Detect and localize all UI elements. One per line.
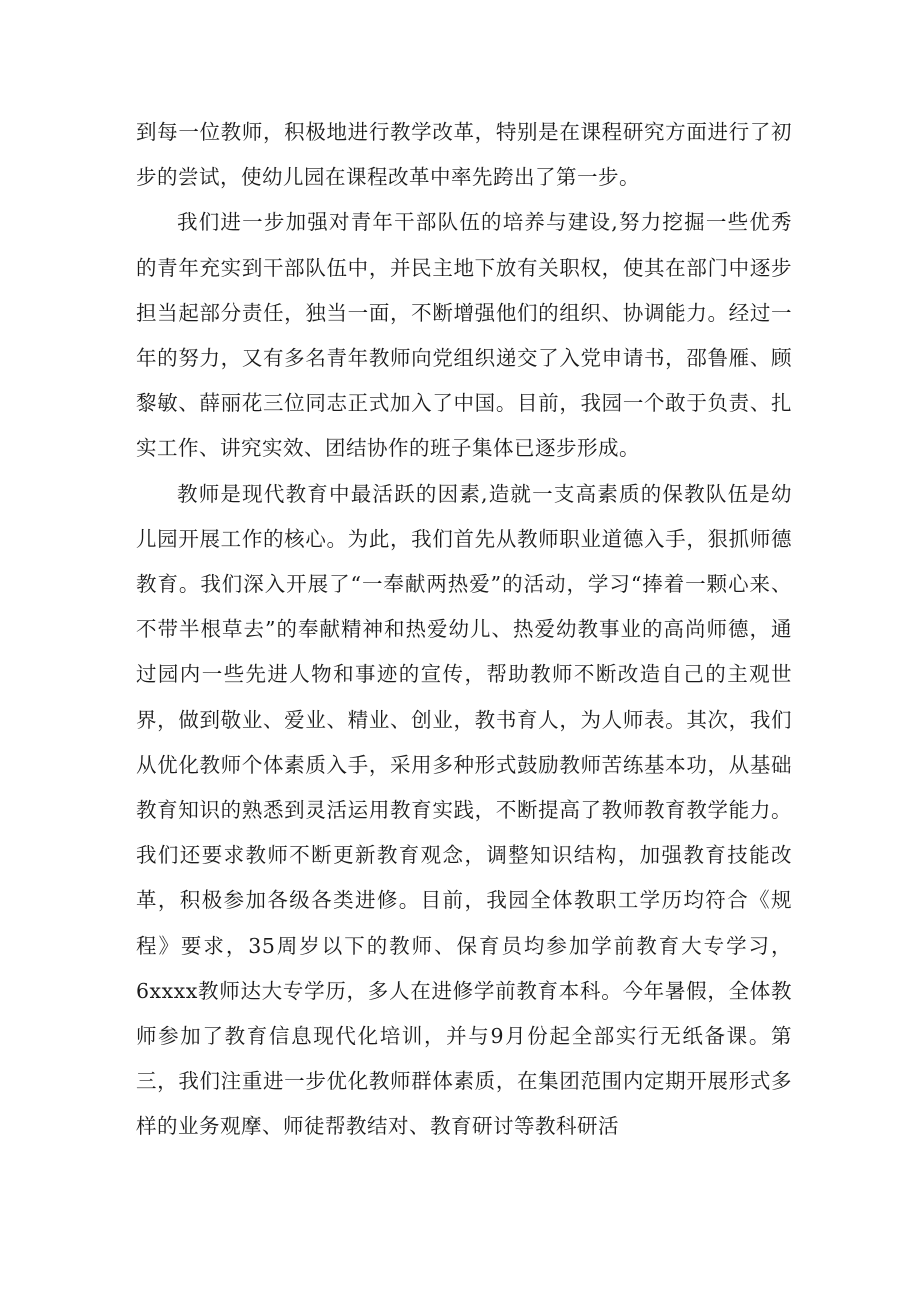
paragraph-2: 我们进一步加强对青年干部队伍的培养与建设,努力挖掘一些优秀的青年充实到干部队伍中，并民主地下放有关职权，使其在部门中逐步担当起部分责任，独当一面，不断增强他们的组织、协调能力。经过一年的努力，又有多名青年教师向党组织递交了入党申请书，邵鲁雁、顾黎敏、薛丽花三位同志正式加入了中国。目前，我园一个敢于负责、扎实工作、讲究实效、团结协作的班子集体已逐步形成。 (136, 210, 792, 461)
paragraph-1: 到每一位教师，积极地进行教学改革，特别是在课程研究方面进行了初步的尝试，使幼儿园在课程改革中率先跨出了第一步。 (136, 120, 792, 190)
document-body (136, 110, 792, 1150)
paragraph-3: 教师是现代教育中最活跃的因素,造就一支高素质的保教队伍是幼儿园开展工作的核心。为此，我们首先从教师职业道德入手，狠抓师德教育。我们深入开展了“一奉献两热爱”的活动，学习“捧着一颗心来、不带半根草去”的奉献精神和热爱幼儿、热爱幼教事业的高尚师德，通过园内一些先进人物和事迹的宣传，帮助教师不断改造自己的主观世界，做到敬业、爱业、精业、创业，教书育人，为人师表。其次，我们从优化教师个体素质入手，采用多种形式鼓励教师苦练基本功，从基础教育知识的熟悉到灵活运用教育实践，不断提高了教师教育教学能力。我们还要求教师不断更新教育观念，调整知识结构，加强教育技能改革，积极参加各级各类进修。目前，我园全体教职工学历均符合《规程》要求，35周岁以下的教师、保育员均参加学前教育大专学习，6xxxx教师达大专学历，多人在进修学前教育本科。今年暑假，全体教师参加了教育信息现代化培训，并与9月份起全部实行无纸备课。第三，我们注重进一步优化教师群体素质，在集团范围内定期开展形式多样的业务观摩、师徒帮教结对、教育研讨等教科研活 (136, 481, 792, 1139)
